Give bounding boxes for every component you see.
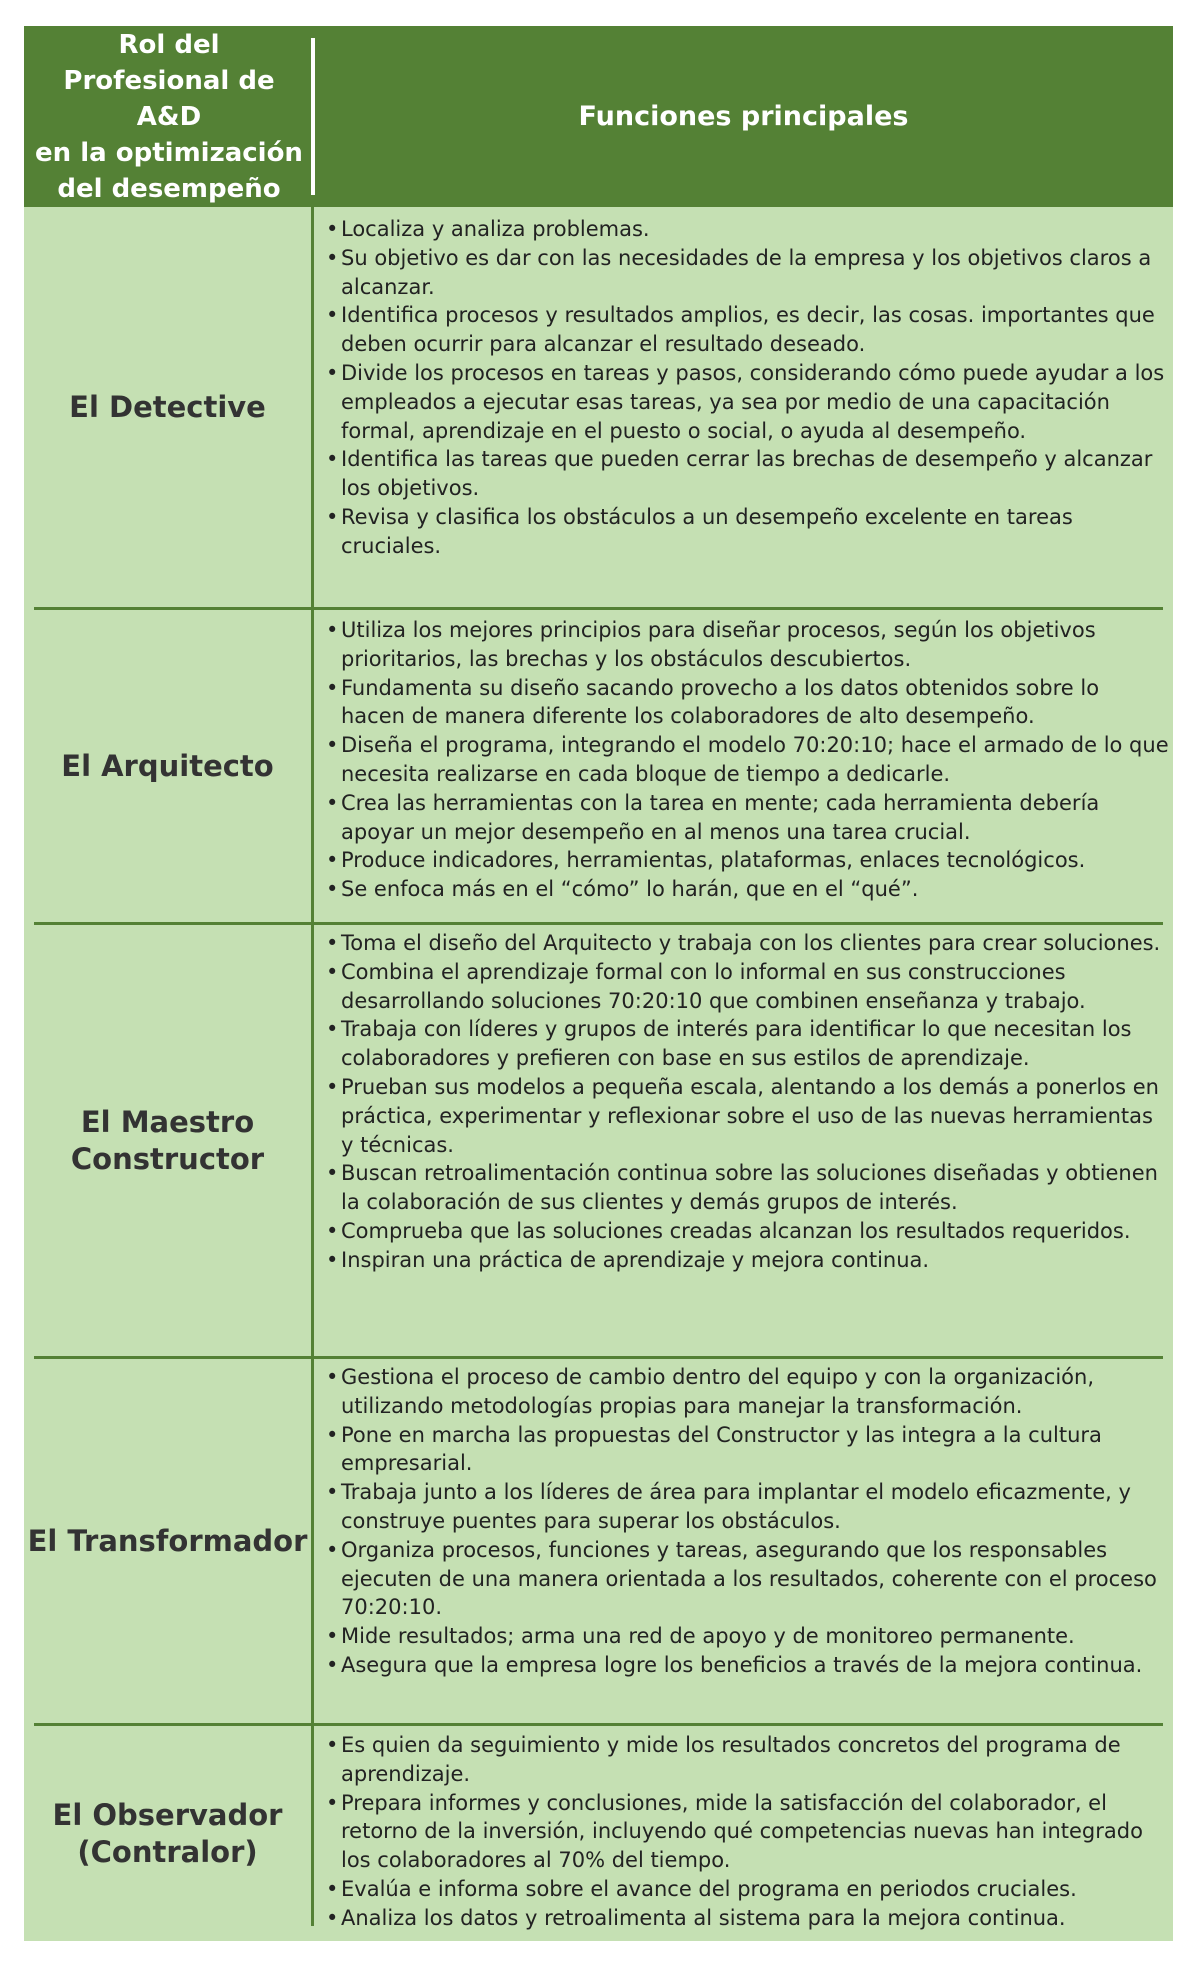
- function-item: • Evalúa e informa sobre el avance del programa en periodos cruciales.: [322, 1875, 1169, 1904]
- function-item: • Identifica las tareas que pueden cerrar las brechas de desempeño y alcanzar los objetivos.: [322, 445, 1169, 503]
- header-role-title: Rol del Profesional de A&D en la optimización del desempeño: [35, 29, 303, 204]
- function-item: • Es quien da seguimiento y mide los resultados concretos del programa de aprendizaje.: [322, 1731, 1169, 1789]
- column-divider: [311, 925, 314, 1357]
- functions-list: [322, 929, 1169, 1275]
- function-item: • Diseña el programa, integrando el modelo 70:20:10; hace el armado de lo que necesita realizarse en cada bloque de tiempo a dedicarle.: [322, 731, 1169, 789]
- roles-table: [24, 26, 1173, 1941]
- function-item: • Gestiona el proceso de cambio dentro del equipo y con la organización, utilizando metodologías propias para manejar la transformación.: [322, 1363, 1169, 1421]
- table-row-detective: [24, 207, 1173, 608]
- function-item: • Su objetivo es dar con las necesidades de la empresa y los objetivos claros a alcanzar.: [322, 244, 1169, 302]
- function-item: • Divide los procesos en tareas y pasos, considerando cómo puede ayudar a los empleados a ejecutar esas tareas, ya sea por medio de una capacitación formal, aprendizaje en el puesto o social, o ayuda al desempeño.: [322, 359, 1169, 445]
- function-item: • Crea las herramientas con la tarea en mente; cada herramienta debería apoyar un mejor desempeño en al menos una tarea crucial.: [322, 789, 1169, 847]
- function-item: • Analiza los datos y retroalimenta al sistema para la mejora continua.: [322, 1904, 1169, 1933]
- function-item: • Trabaja con líderes y grupos de interés para identificar lo que necesitan los colaboradores y prefieren con base en sus estilos de aprendizaje.: [322, 1015, 1169, 1073]
- role-name: El Transformador: [27, 1524, 308, 1558]
- function-item: • Organiza procesos, funciones y tareas, asegurando que los responsables ejecuten de una manera orientada a los resultados, coherente con el proceso 70:20:10.: [322, 1536, 1169, 1622]
- function-item: • Revisa y clasifica los obstáculos a un desempeño excelente en tareas cruciales.: [322, 503, 1169, 561]
- table-row-observador: [24, 1726, 1173, 1941]
- function-item: • Trabaja junto a los líderes de área para implantar el modelo eficazmente, y construye puentes para superar los obstáculos.: [322, 1478, 1169, 1536]
- function-item: • Identifica procesos y resultados amplios, es decir, las cosas. importantes que deben ocurrir para alcanzar el resultado deseado.: [322, 301, 1169, 359]
- function-item: • Pone en marcha las propuestas del Constructor y las integra a la cultura empresarial.: [322, 1421, 1169, 1479]
- function-item: • Se enfoca más en el “cómo” lo harán, que en el “qué”.: [322, 875, 1169, 904]
- function-item: • Combina el aprendizaje formal con lo informal en sus construcciones desarrollando soluciones 70:20:10 que combinen enseñanza y trabajo.: [322, 958, 1169, 1016]
- function-item: • Comprueba que las soluciones creadas alcanzan los resultados requeridos.: [322, 1217, 1169, 1246]
- table-header: [24, 26, 1173, 207]
- function-item: • Localiza y analiza problemas.: [322, 215, 1169, 244]
- role-name: El Arquitecto: [61, 749, 274, 783]
- function-item: • Mide resultados; arma una red de apoyo y de monitoreo permanente.: [322, 1622, 1169, 1651]
- function-item: • Buscan retroalimentación continua sobre las soluciones diseñadas y obtienen la colaboración de sus clientes y demás grupos de interés.: [322, 1159, 1169, 1217]
- column-divider: [311, 1726, 314, 1926]
- role-name: El Maestro Constructor: [70, 1105, 265, 1176]
- function-item: • Prueban sus modelos a pequeña escala, alentando a los demás a ponerlos en práctica, experimentar y reflexionar sobre el uso de las nuevas herramientas y técnicas.: [322, 1073, 1169, 1159]
- function-item: • Asegura que la empresa logre los beneficios a través de la mejora continua.: [322, 1651, 1169, 1680]
- function-item: • Utiliza los mejores principios para diseñar procesos, según los objetivos prioritarios, las brechas y los obstáculos descubiertos.: [322, 616, 1169, 674]
- header-functions-title: Funciones principales: [578, 101, 909, 132]
- column-divider: [311, 1359, 314, 1724]
- column-divider: [311, 610, 314, 923]
- functions-list: [322, 1363, 1169, 1680]
- column-divider: [311, 207, 314, 608]
- table-row-maestro-constructor: [24, 925, 1173, 1357]
- function-item: • Fundamenta su diseño sacando provecho a los datos obtenidos sobre lo hacen de manera diferente los colaboradores de alto desempeño.: [322, 674, 1169, 732]
- table-row-arquitecto: [24, 610, 1173, 923]
- role-name: El Observador (Contralor): [52, 1797, 283, 1869]
- function-item: • Inspiran una práctica de aprendizaje y mejora continua.: [322, 1246, 1169, 1275]
- role-name: El Detective: [69, 390, 266, 424]
- function-item: • Produce indicadores, herramientas, plataformas, enlaces tecnológicos.: [322, 846, 1169, 875]
- function-item: • Toma el diseño del Arquitecto y trabaja con los clientes para crear soluciones.: [322, 929, 1169, 958]
- functions-list: [322, 1731, 1169, 1933]
- functions-list: [322, 215, 1169, 561]
- functions-list: [322, 616, 1169, 904]
- table-row-transformador: [24, 1359, 1173, 1724]
- function-item: • Prepara informes y conclusiones, mide la satisfacción del colaborador, el retorno de la inversión, incluyendo qué competencias nuevas han integrado los colaboradores al 70% del tiempo.: [322, 1789, 1169, 1875]
